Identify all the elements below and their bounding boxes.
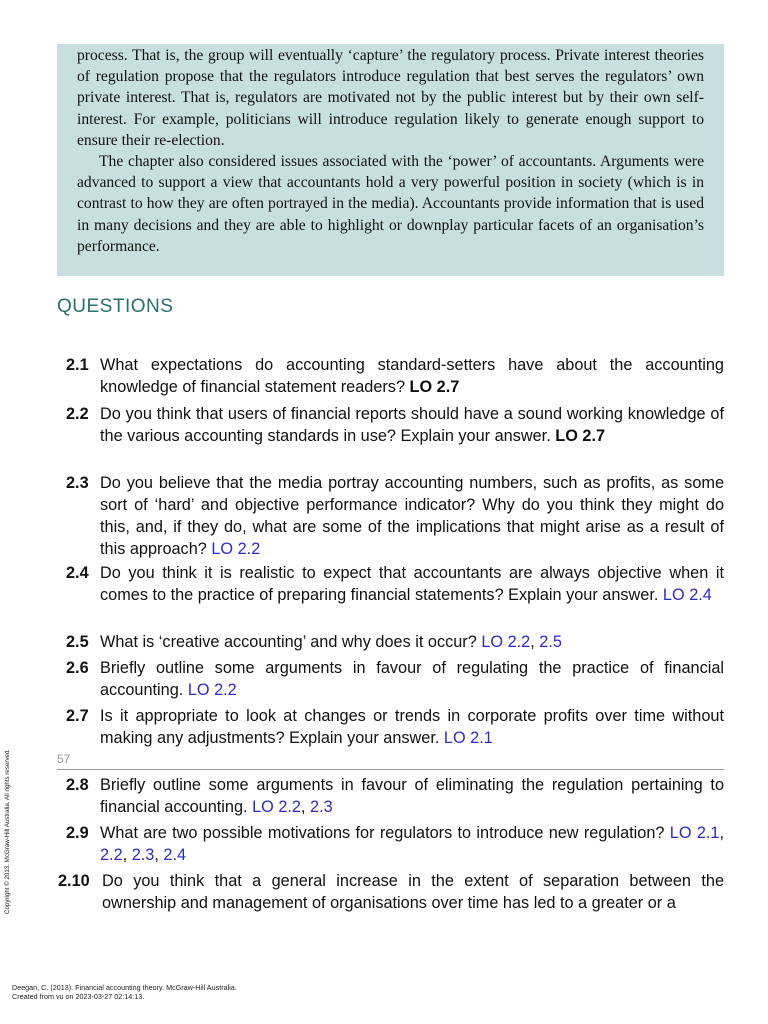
question-item	[66, 657, 724, 701]
question-item: 2.5 What is ‘creative accounting’ and why does it occur? LO 2.2, 2.5	[66, 633, 562, 651]
question-text: Do you think that users of financial reports should have a sound working knowledge of the various accounting standards in use? Explain your answer.	[100, 405, 724, 445]
question-text: Do you believe that the media portray accounting numbers, such as profits, as some sort of ‘hard’ and objective performance indicator? Why do you think they might do this, and, if they do, what are some of the implications that might arise as a result of this approach?	[100, 474, 724, 558]
question-number: 2.1	[66, 356, 89, 374]
question-text: Do you think that a general increase in the extent of separation between the ownership and management of organisations over time has led to a greater or a	[102, 872, 724, 912]
citation-line: Created from vu on 2023-03-27 02:14:13.	[12, 992, 145, 1001]
question-text: What is ‘creative accounting’ and why does it occur?	[100, 633, 477, 651]
learning-objective-link[interactable]: 2.2	[100, 846, 123, 864]
questions-heading: QUESTIONS	[57, 296, 174, 317]
question-text: Briefly outline some arguments in favour of regulating the practice of financial accounting.	[100, 659, 724, 699]
page-divider	[57, 769, 724, 770]
copyright-notice: Copyright © 2013. McGraw-Hill Australia. All rights reserved.	[4, 748, 11, 914]
citation-footer	[12, 983, 237, 1001]
question-item	[66, 403, 724, 447]
learning-objective-link[interactable]: 2.2	[237, 540, 261, 558]
question-text: Briefly outline some arguments in favour of eliminating the regulation pertaining to financial accounting.	[100, 776, 724, 816]
summary-paragraph: process. That is, the group will eventually ‘capture’ the regulatory process. Private interest theories of regulation propose that the regulators introduce regulation that best serves the regulators’ own private interest. That is, regulators are motivated not by the public interest but by their own self-interest. For example, politicians will introduce regulation likely to generate enough support to ensure their re-election.	[77, 47, 704, 149]
learning-objective-prefix[interactable]: LO	[443, 729, 466, 747]
question-text: Do you think it is realistic to expect that accountants are always objective when it comes to the practice of preparing financial statements? Explain your answer.	[100, 564, 724, 604]
learning-objective-link[interactable]: 2.2	[278, 798, 301, 816]
learning-objective-prefix[interactable]: LO	[252, 798, 274, 816]
question-text: Is it appropriate to look at changes or trends in corporate profits over time without making any adjustments? Explain your answer.	[100, 707, 724, 747]
summary-paragraph: The chapter also considered issues associated with the ‘power’ of accountants. Arguments were advanced to support a view that accountants hold a very powerful position in society (which is in contrast to how they are often portrayed in the media). Accountants provide information that is used in many decisions and they are able to highlight or downplay particular facets of an organisation’s performance.	[77, 153, 704, 255]
learning-objective-link[interactable]: 2.3	[131, 846, 155, 864]
question-item: 2.8 Briefly outline some arguments in favour of eliminating the regulation pertaining to financial accounting. LO 2.2, 2.3	[66, 776, 724, 816]
learning-objective-prefix[interactable]: LO	[211, 540, 234, 558]
question-item	[66, 472, 724, 560]
question-number: 2.5	[66, 633, 89, 651]
question-number: 2.4	[66, 564, 89, 582]
learning-objective-link[interactable]: 2.2	[214, 681, 237, 699]
learning-objective-link[interactable]: 2.4	[689, 586, 712, 604]
learning-objective: LO 2.7	[555, 427, 606, 445]
learning-objective-link[interactable]: 2.5	[539, 633, 562, 651]
learning-objective-prefix[interactable]: LO	[669, 824, 692, 842]
learning-objective-link[interactable]: 2.3	[310, 798, 333, 816]
question-number: 2.2	[66, 405, 89, 423]
learning-objective-link[interactable]: 2.2	[507, 633, 531, 651]
learning-objective-prefix[interactable]: LO	[481, 633, 504, 651]
question-item	[58, 870, 724, 914]
chapter-summary-box	[57, 44, 724, 276]
learning-objective-prefix[interactable]: LO	[187, 681, 210, 699]
question-text: What expectations do accounting standard-setters have about the accounting knowledge of financial statement readers?	[100, 356, 724, 396]
question-number: 2.9	[66, 824, 89, 842]
learning-objective-prefix[interactable]: LO	[662, 586, 685, 604]
page-number: 57	[57, 752, 71, 766]
learning-objective: LO 2.7	[409, 378, 460, 396]
citation-line: Deegan, C. (2013). Financial accounting theory. McGraw-Hill Australia.	[12, 983, 237, 992]
question-item	[66, 705, 724, 749]
learning-objective-link[interactable]: 2.1	[696, 824, 720, 842]
question-item	[66, 354, 724, 398]
learning-objective-link[interactable]: 2.4	[163, 846, 187, 864]
question-text: What are two possible motivations for regulators to introduce new regulation?	[100, 824, 665, 842]
question-number: 2.10	[58, 872, 90, 890]
question-number: 2.8	[66, 776, 89, 794]
question-item: 2.9 What are two possible motivations for regulators to introduce new regulation? LO 2.1, 2.2, 2.3, 2.4	[66, 824, 724, 864]
question-number: 2.3	[66, 474, 89, 492]
question-number: 2.7	[66, 707, 89, 725]
question-number: 2.6	[66, 659, 89, 677]
question-item	[66, 562, 724, 606]
learning-objective-link[interactable]: 2.1	[470, 729, 493, 747]
